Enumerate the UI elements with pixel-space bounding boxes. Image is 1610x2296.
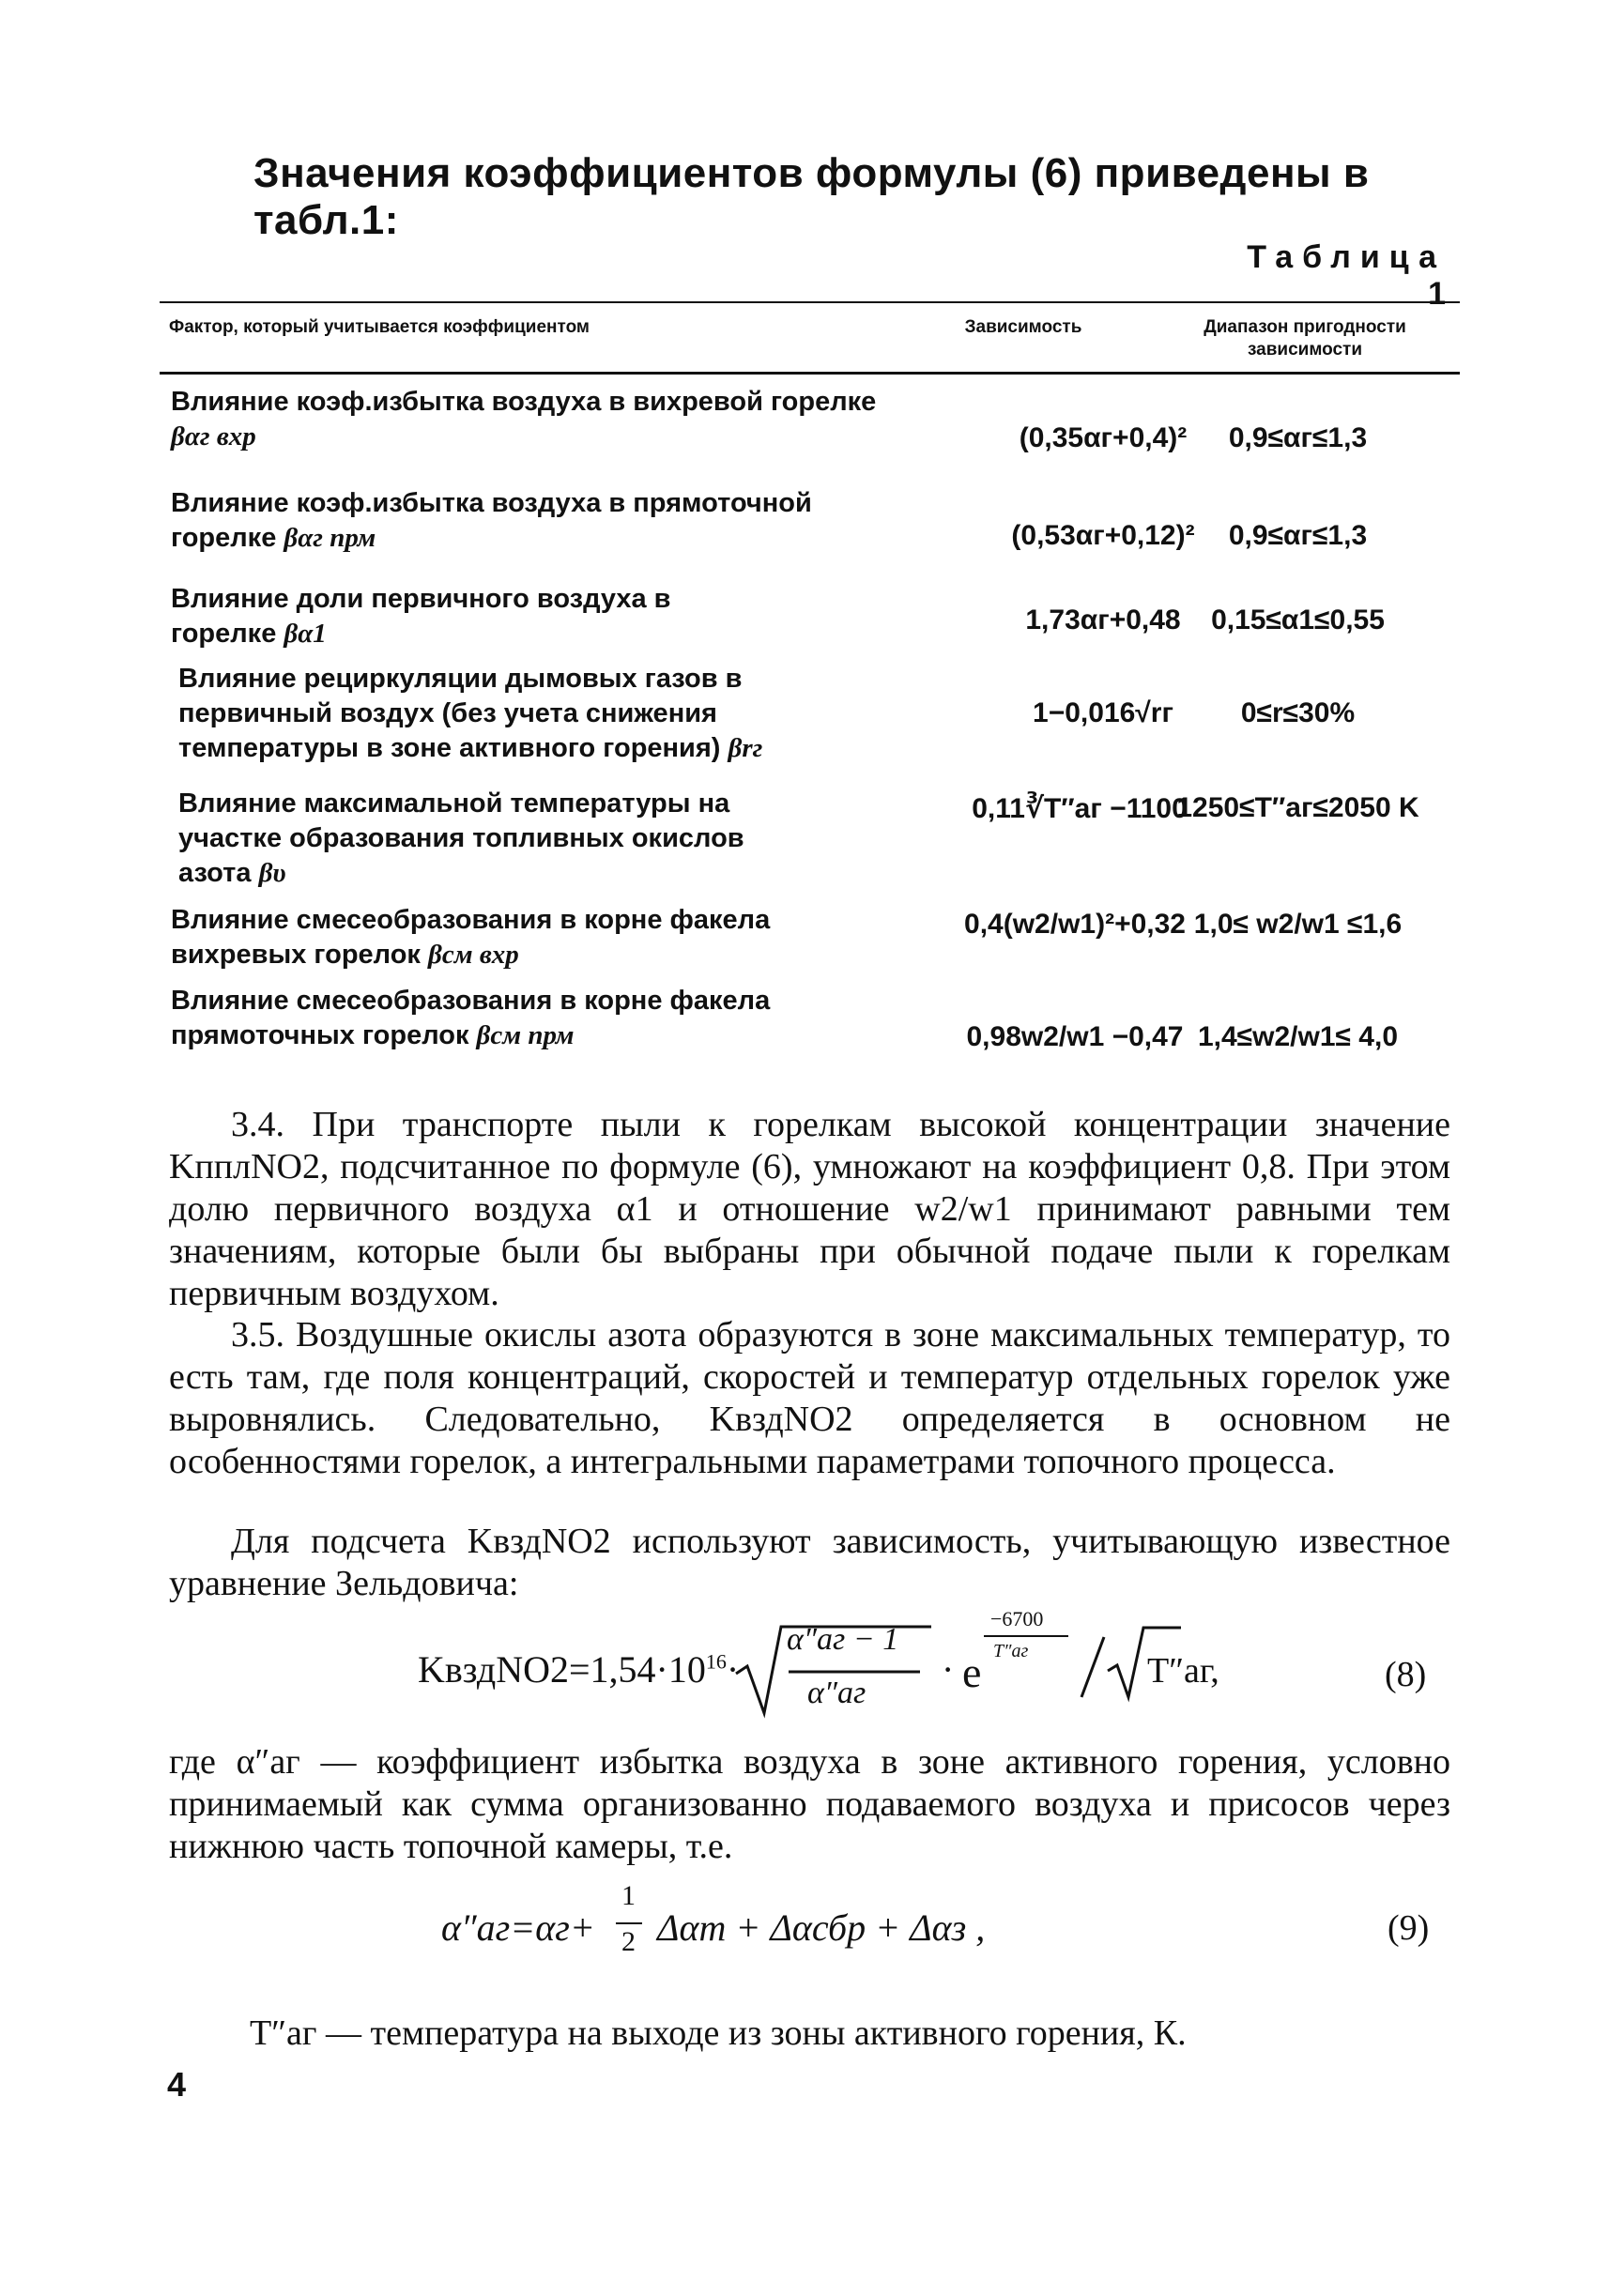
table-row: [160, 486, 1460, 571]
formula-8-exp-fraction-line: [984, 1633, 1068, 1639]
formula-8-lhs: [418, 1647, 739, 1691]
dependency-cell: 0,4(w2/w1)²+0,32: [964, 909, 1186, 940]
dependency-cell: 1−0,016√rг: [1033, 697, 1173, 728]
range-cell: 1250≤T″аг≤2050 K: [1176, 792, 1419, 823]
factor-symbol: βαг вхр: [171, 421, 256, 452]
factor-cell: [171, 984, 828, 1053]
formula-9-half-denominator: 2: [621, 1926, 636, 1957]
table-row: [160, 984, 1460, 1059]
factor-cell: [171, 903, 847, 972]
factor-text: Влияние смесеобразования в корне факела прямоточных горелок: [171, 986, 771, 1050]
range-cell: 0,9≤αг≤1,3: [1228, 422, 1368, 453]
column-header-dependency: Зависимость: [964, 317, 1082, 337]
range-cell: 1,0≤ w2/w1 ≤1,6: [1193, 909, 1403, 940]
formula-9-number: (9): [1388, 1908, 1430, 1948]
formula-9-half-numerator: 1: [621, 1880, 636, 1911]
range-cell: 1,4≤w2/w1≤ 4,0: [1197, 1021, 1399, 1052]
range-cell: 0≤r≤30%: [1240, 697, 1356, 728]
factor-cell: [171, 486, 884, 556]
factor-text: Влияние коэф.избытка воздуха в вихревой горелке: [171, 387, 877, 417]
factor-symbol: βrг: [728, 733, 763, 763]
paragraph-where-alpha: где α″аг — коэффициент избытка воздуха в зоне активного горения, условно принимаемый как сумма организованно подаваемого воздуха и присосов через нижнюю часть топочной камеры, т.е.: [169, 1742, 1450, 1866]
factor-symbol: βυ: [258, 858, 286, 888]
factor-symbol: βсм вхр: [428, 940, 519, 970]
paragraph-3-5: 3.5. Воздушные окислы азота образуются в зоне максимальных температур, то есть там, где поля концентраций, скоростей и температур отдельных горелок уже выровнялись. Следовательно, KвздNO2 определяется в основном не особенностями горелок, а интегральными параметрами топочного процесса.: [169, 1315, 1450, 1481]
table-top-rule: [160, 301, 1460, 303]
paragraph-t-ag: T″аг — температура на выходе из зоны активного горения, К.: [250, 2013, 1187, 2053]
factor-text: Влияние рециркуляции дымовых газов в первичный воздух (без учета снижения температуры в зоне активного горения): [178, 664, 743, 763]
dependency-cell: 0,98w2/w1 −0,47: [966, 1021, 1184, 1052]
formula-8-dot-e: ·: [942, 1648, 955, 1691]
dependency-cell: 0,11∛T″аг −1100: [972, 793, 1188, 824]
range-cell: 0,9≤αг≤1,3: [1228, 520, 1368, 551]
dependency-cell: 1,73αг+0,48: [1025, 605, 1181, 635]
formula-8-dot: ·: [726, 1648, 740, 1691]
formula-8-number: (8): [1385, 1655, 1427, 1694]
formula-8-power: 16: [705, 1649, 727, 1674]
table-row: [160, 582, 1460, 657]
factor-cell: [171, 582, 772, 651]
formula-8-exp-denominator: T″аг: [993, 1641, 1029, 1661]
table-row: [160, 903, 1460, 978]
factor-text: Влияние смесеобразования в корне факела вихревых горелок: [171, 905, 771, 970]
factor-symbol: βα1: [284, 619, 327, 649]
factor-text: Влияние максимальной температуры на участке образования топливных окислов азота: [178, 788, 744, 888]
formula-8-denominator: α″аг: [807, 1676, 866, 1710]
formula-8-numerator: α″аг − 1: [787, 1622, 899, 1657]
table-caption-label: Таблица: [1247, 239, 1446, 275]
paragraph-3-4: 3.4. При транспорте пыли к горелкам высокой концентрации значение KпплNO2, подсчитанное по формуле (6), умножают на коэффициент 0,8. При этом долю первичного воздуха α1 и отношение w2/w1 принимают равными тем значениям, которые были бы выбраны при обычной подаче пыли к горелкам первичным воздухом.: [169, 1105, 1450, 1313]
factor-cell: [178, 787, 779, 891]
formula-8-exp-numerator: −6700: [990, 1607, 1044, 1630]
table-row: [160, 385, 1460, 469]
factor-text: Влияние доли первичного воздуха в горелке: [171, 584, 671, 649]
range-cell: 0,15≤α1≤0,55: [1211, 605, 1385, 635]
column-header-range: Диапазон пригодности зависимости: [1204, 317, 1406, 360]
paragraph-zeldovich: Для подсчета KвздNO2 используют зависимость, учитывающую известное уравнение Зельдовича:: [169, 1522, 1450, 1603]
page-number: 4: [167, 2065, 187, 2104]
formula-8-coefficient: =1,54·10: [568, 1648, 706, 1691]
formula-9-lhs: α″аг=αг+: [441, 1906, 595, 1949]
formula-8-tail: T″аг,: [1147, 1651, 1219, 1691]
section-heading: Значения коэффициентов формулы (6) приведены в табл.1:: [253, 150, 1370, 243]
table-row: [160, 787, 1460, 899]
table-row: [160, 662, 1460, 774]
table-caption-number: 1: [1428, 276, 1446, 312]
factor-symbol: βсм прм: [476, 1020, 575, 1050]
formula-9-rest: Δαт + Δαсбр + Δαз ,: [657, 1906, 986, 1949]
table-header-rule: [160, 372, 1460, 375]
formula-8-exponential: e: [962, 1648, 982, 1696]
factor-text: Влияние коэф.избытка воздуха в прямоточной горелке: [171, 488, 812, 553]
factor-symbol: βαг прм: [284, 523, 376, 553]
formula-8-k-symbol: KвздNO2: [418, 1648, 569, 1691]
dependency-cell: (0,53αг+0,12)²: [1011, 520, 1195, 551]
factor-cell: [178, 662, 873, 766]
factor-cell: [171, 385, 884, 454]
dependency-cell: (0,35αг+0,4)²: [1019, 422, 1188, 453]
column-header-factor: Фактор, который учитывается коэффициентом: [169, 317, 590, 337]
